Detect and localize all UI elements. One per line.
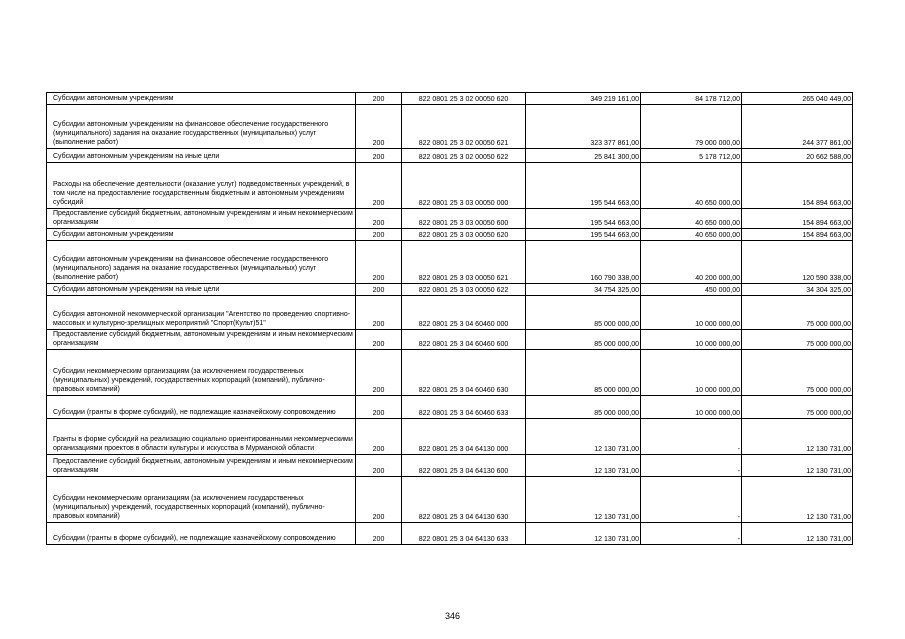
row-budget-code-cell: 822 0801 25 3 03 00050 620 [402, 229, 526, 241]
table-row [47, 396, 853, 419]
row-executed-cell: 84 178 712,00 [641, 93, 742, 105]
row-budget-code-cell: 822 0801 25 3 04 60460 600 [402, 330, 526, 350]
row-budget-code-cell: 822 0801 25 3 04 64130 600 [402, 455, 526, 477]
row-approved-cell: 85 000 000,00 [526, 296, 641, 330]
row-budget-code-cell: 822 0801 25 3 02 00050 621 [402, 105, 526, 149]
row-line-code-cell: 200 [356, 455, 402, 477]
row-approved-cell: 12 130 731,00 [526, 477, 641, 523]
row-executed-cell: 10 000 000,00 [641, 330, 742, 350]
page-number: 346 [444, 611, 461, 621]
row-remaining-cell: 12 130 731,00 [742, 419, 853, 455]
row-approved-cell: 85 000 000,00 [526, 396, 641, 419]
row-budget-code-cell: 822 0801 25 3 04 60460 633 [402, 396, 526, 419]
row-approved-cell: 349 219 161,00 [526, 93, 641, 105]
row-budget-code-cell: 822 0801 25 3 04 64130 000 [402, 419, 526, 455]
row-name-cell: Субсидия автономной некоммерческой организации "Агентство по проведению спортивно-массовых и культурно-зрелищных мероприятий "Спорт(Культ)51" [47, 296, 356, 330]
row-approved-cell: 323 377 861,00 [526, 105, 641, 149]
row-name-cell: Субсидии (гранты в форме субсидий), не подлежащие казначейскому сопровождению [47, 396, 356, 419]
row-remaining-cell: 75 000 000,00 [742, 396, 853, 419]
row-name-cell: Субсидии автономным учреждениям на иные цели [47, 284, 356, 296]
row-executed-cell: 40 200 000,00 [641, 241, 742, 284]
row-budget-code-cell: 822 0801 25 3 02 00050 620 [402, 93, 526, 105]
row-name-cell: Субсидии некоммерческим организациям (за исключением государственных (муниципальных) учреждений, государственных корпораций (компаний), публично-правовых компаний) [47, 350, 356, 396]
row-line-code-cell: 200 [356, 296, 402, 330]
table-row [47, 93, 853, 105]
row-name-cell: Расходы на обеспечение деятельности (оказание услуг) подведомственных учреждений, в том числе на предоставление государственным бюджетным и автономным учреждениям субсидий [47, 163, 356, 209]
row-budget-code-cell: 822 0801 25 3 04 64130 630 [402, 477, 526, 523]
row-remaining-cell: 265 040 449,00 [742, 93, 853, 105]
row-approved-cell: 85 000 000,00 [526, 330, 641, 350]
row-remaining-cell: 12 130 731,00 [742, 523, 853, 545]
budget-table-body [47, 93, 853, 545]
row-line-code-cell: 200 [356, 149, 402, 163]
row-remaining-cell: 12 130 731,00 [742, 455, 853, 477]
row-remaining-cell: 154 894 663,00 [742, 163, 853, 209]
row-remaining-cell: 75 000 000,00 [742, 330, 853, 350]
row-budget-code-cell: 822 0801 25 3 04 60460 000 [402, 296, 526, 330]
row-remaining-cell: 75 000 000,00 [742, 350, 853, 396]
row-executed-cell: - [641, 477, 742, 523]
table-row [47, 105, 853, 149]
row-name-cell: Предоставление субсидий бюджетным, автономным учреждениям и иным некоммерческим организациям [47, 330, 356, 350]
row-line-code-cell: 200 [356, 284, 402, 296]
table-row [47, 350, 853, 396]
row-remaining-cell: 244 377 861,00 [742, 105, 853, 149]
row-approved-cell: 195 544 663,00 [526, 163, 641, 209]
row-name-cell: Субсидии автономным учреждениям на иные цели [47, 149, 356, 163]
table-row [47, 330, 853, 350]
row-budget-code-cell: 822 0801 25 3 03 00050 621 [402, 241, 526, 284]
row-executed-cell: 79 000 000,00 [641, 105, 742, 149]
row-line-code-cell: 200 [356, 396, 402, 419]
row-name-cell: Гранты в форме субсидий на реализацию социально ориентированными некоммерческими организациями проектов в области культуры и искусства в Мурманской области [47, 419, 356, 455]
row-remaining-cell: 20 662 588,00 [742, 149, 853, 163]
row-executed-cell: 10 000 000,00 [641, 396, 742, 419]
row-remaining-cell: 154 894 663,00 [742, 229, 853, 241]
row-executed-cell: 40 650 000,00 [641, 209, 742, 229]
row-approved-cell: 34 754 325,00 [526, 284, 641, 296]
row-budget-code-cell: 822 0801 25 3 04 60460 630 [402, 350, 526, 396]
row-line-code-cell: 200 [356, 330, 402, 350]
row-executed-cell: 40 650 000,00 [641, 163, 742, 209]
row-executed-cell: 10 000 000,00 [641, 350, 742, 396]
row-remaining-cell: 12 130 731,00 [742, 477, 853, 523]
row-name-cell: Субсидии автономным учреждениям на финансовое обеспечение государственного (муниципального) задания на оказание государственных (муниципальных) услуг (выполнение работ) [47, 241, 356, 284]
table-row [47, 523, 853, 545]
table-row [47, 229, 853, 241]
row-budget-code-cell: 822 0801 25 3 04 64130 633 [402, 523, 526, 545]
row-remaining-cell: 154 894 663,00 [742, 209, 853, 229]
row-approved-cell: 195 544 663,00 [526, 209, 641, 229]
row-line-code-cell: 200 [356, 477, 402, 523]
row-line-code-cell: 200 [356, 350, 402, 396]
row-approved-cell: 195 544 663,00 [526, 229, 641, 241]
table-row [47, 209, 853, 229]
row-approved-cell: 25 841 300,00 [526, 149, 641, 163]
table-row [47, 284, 853, 296]
row-line-code-cell: 200 [356, 93, 402, 105]
row-approved-cell: 160 790 338,00 [526, 241, 641, 284]
row-budget-code-cell: 822 0801 25 3 03 00050 600 [402, 209, 526, 229]
table-row [47, 455, 853, 477]
row-budget-code-cell: 822 0801 25 3 03 00050 000 [402, 163, 526, 209]
row-line-code-cell: 200 [356, 229, 402, 241]
row-name-cell: Субсидии автономным учреждениям на финансовое обеспечение государственного (муниципального) задания на оказание государственных (муниципальных) услуг (выполнение работ) [47, 105, 356, 149]
row-line-code-cell: 200 [356, 523, 402, 545]
row-remaining-cell: 34 304 325,00 [742, 284, 853, 296]
row-executed-cell: 40 650 000,00 [641, 229, 742, 241]
row-approved-cell: 85 000 000,00 [526, 350, 641, 396]
row-name-cell: Субсидии автономным учреждениям [47, 93, 356, 105]
row-name-cell: Предоставление субсидий бюджетным, автономным учреждениям и иным некоммерческим организациям [47, 455, 356, 477]
row-name-cell: Субсидии (гранты в форме субсидий), не подлежащие казначейскому сопровождению [47, 523, 356, 545]
row-name-cell: Субсидии некоммерческим организациям (за исключением государственных (муниципальных) учреждений, государственных корпораций (компаний), публично-правовых компаний) [47, 477, 356, 523]
row-name-cell: Субсидии автономным учреждениям [47, 229, 356, 241]
row-executed-cell: 5 178 712,00 [641, 149, 742, 163]
row-approved-cell: 12 130 731,00 [526, 523, 641, 545]
row-line-code-cell: 200 [356, 209, 402, 229]
budget-table [46, 92, 853, 545]
table-row [47, 477, 853, 523]
table-row [47, 241, 853, 284]
row-executed-cell: - [641, 523, 742, 545]
row-budget-code-cell: 822 0801 25 3 02 00050 622 [402, 149, 526, 163]
table-row [47, 419, 853, 455]
row-executed-cell: 10 000 000,00 [641, 296, 742, 330]
row-executed-cell: - [641, 419, 742, 455]
row-executed-cell: 450 000,00 [641, 284, 742, 296]
table-row [47, 149, 853, 163]
table-row [47, 163, 853, 209]
row-line-code-cell: 200 [356, 163, 402, 209]
row-line-code-cell: 200 [356, 419, 402, 455]
table-row [47, 296, 853, 330]
row-remaining-cell: 75 000 000,00 [742, 296, 853, 330]
row-budget-code-cell: 822 0801 25 3 03 00050 622 [402, 284, 526, 296]
row-line-code-cell: 200 [356, 241, 402, 284]
row-remaining-cell: 120 590 338,00 [742, 241, 853, 284]
row-approved-cell: 12 130 731,00 [526, 455, 641, 477]
row-line-code-cell: 200 [356, 105, 402, 149]
row-name-cell: Предоставление субсидий бюджетным, автономным учреждениям и иным некоммерческим организациям [47, 209, 356, 229]
row-approved-cell: 12 130 731,00 [526, 419, 641, 455]
row-executed-cell: - [641, 455, 742, 477]
